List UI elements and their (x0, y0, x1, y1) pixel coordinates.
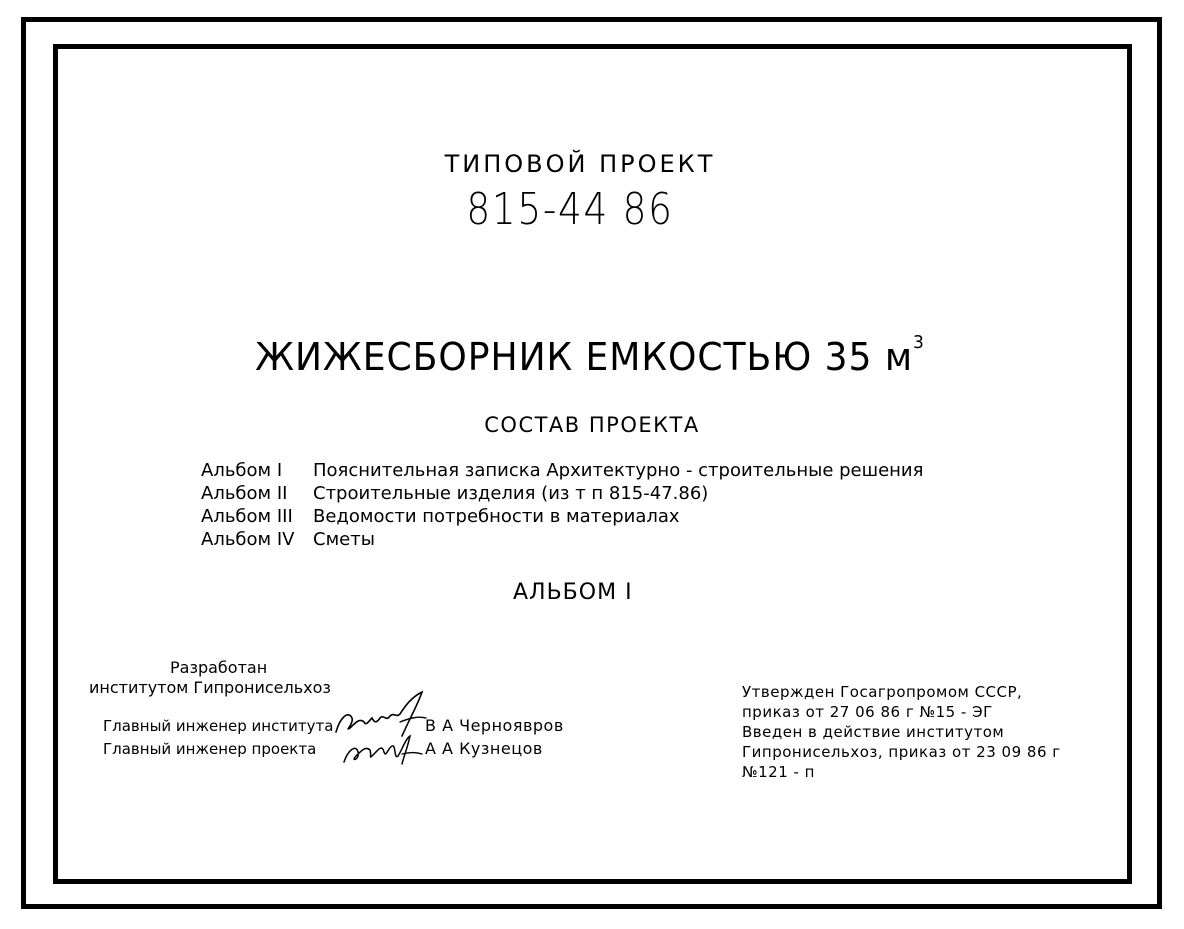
album-list (201, 459, 923, 551)
chief-engineer-project-name: А А Кузнецов (425, 739, 543, 758)
approval-line: Утвержден Госагропромом СССР, (742, 683, 1023, 701)
album-number: Альбом III (201, 506, 293, 527)
chief-engineer-project-label: Главный инженер проекта (103, 740, 317, 758)
composition-header: СОСТАВ ПРОЕКТА (484, 413, 700, 437)
chief-engineer-institute-label: Главный инженер института (103, 717, 334, 735)
album-row (201, 505, 923, 528)
approval-block (742, 682, 1061, 782)
approval-line: №121 - п (742, 763, 815, 781)
approval-line: приказ от 27 06 86 г №15 - ЭГ (742, 703, 993, 721)
project-type-label: ТИПОВОЙ ПРОЕКТ (444, 150, 716, 178)
chief-engineer-institute-name: В А Черноявров (425, 716, 564, 735)
document-title-text: ЖИЖЕСБОРНИК ЕМКОСТЬЮ 35 м (255, 335, 914, 379)
album-row (201, 482, 923, 505)
cubic-superscript: 3 (913, 332, 925, 353)
album-row (201, 528, 923, 551)
approval-line: Гипронисельхоз, приказ от 23 09 86 г (742, 743, 1061, 761)
album-description: Строительные изделия (из т п 815-47.86) (313, 483, 709, 504)
document-title (28, 332, 1153, 379)
signature-chief-engineer-project (340, 732, 425, 768)
album-number: Альбом I (201, 460, 283, 481)
album-description: Ведомости потребности в материалах (313, 506, 680, 527)
album-description: Пояснительная записка Архитектурно - строительные решения (313, 460, 924, 481)
developer-line-1: Разработан (170, 658, 268, 677)
developer-line-2: институтом Гипронисельхоз (89, 678, 331, 697)
approval-line: Введен в действие институтом (742, 723, 1005, 741)
project-number: 815-44 86 (466, 184, 674, 235)
album-row (201, 459, 923, 482)
current-album-label: АЛЬБОМ I (513, 580, 633, 605)
album-description: Сметы (313, 529, 375, 550)
album-number: Альбом IV (201, 529, 295, 550)
album-number: Альбом II (201, 483, 288, 504)
